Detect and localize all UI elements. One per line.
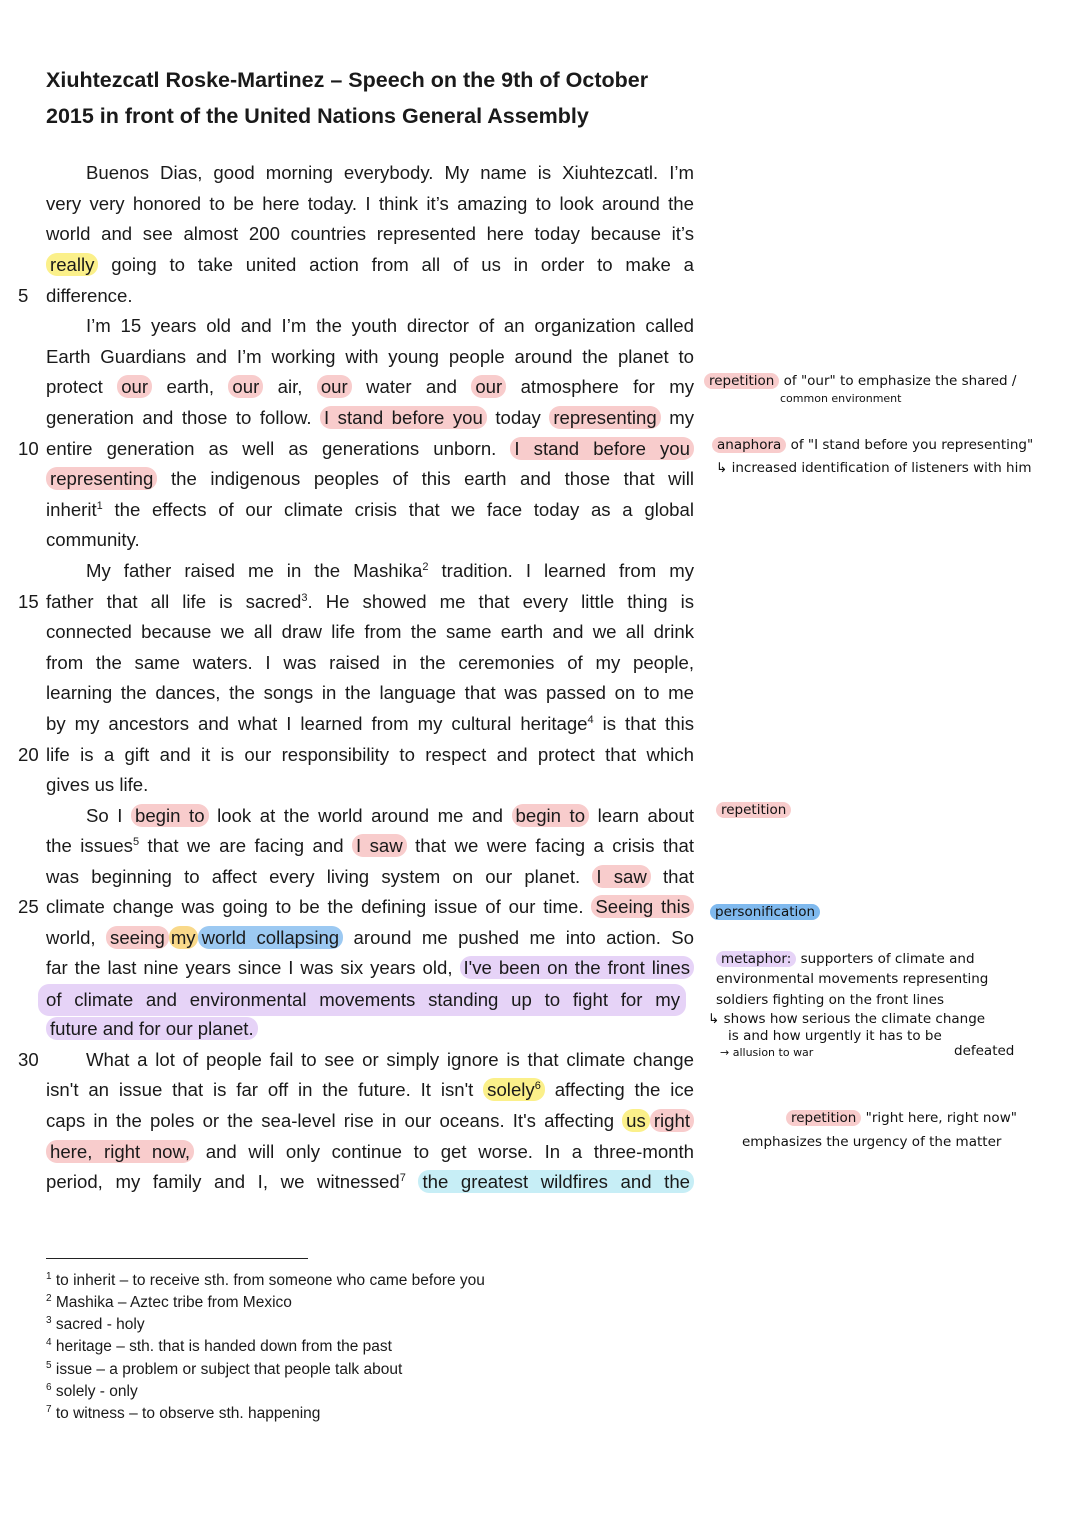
annotation-repetition-right-here: repetition "right here, right now" xyxy=(786,1109,1017,1127)
line-number-20: 20 xyxy=(18,744,39,765)
text-line: representing the indigenous peoples of this earth and those that will xyxy=(46,464,694,494)
text-line: protect our earth, our air, our water and our atmosphere for my xyxy=(46,376,694,397)
text-line xyxy=(46,984,694,1014)
text-line: the issues$^5$ that we are facing and I saw that we were facing a crisis that xyxy=(46,835,695,856)
title-line-1: Xiuhtezcatl Roske-Martinez – Speech on the 9th of October xyxy=(46,68,649,92)
highlight-us: us xyxy=(622,1109,650,1132)
text-line: here, right now, and will only continue to get worse. In a three-month xyxy=(46,1137,694,1167)
text-line: by my ancestors and what I learned from my cultural heritage$^4$ is that this xyxy=(46,713,694,734)
text-line: caps in the poles or the sea-level rise in our oceans. It's affecting us right xyxy=(46,1106,694,1136)
text-line: very very honored to be here today. I think it’s amazing to look around the xyxy=(46,193,694,214)
text-line: connected because we all draw life from the same earth and we all drink xyxy=(46,621,694,642)
text-line: My father raised me in the Mashika$^2$ tradition. I learned from my xyxy=(86,560,695,581)
annotation-sub: common environment xyxy=(780,392,902,405)
annotation-anaphora: anaphora of "I stand before you representing" xyxy=(712,436,1033,454)
text-line: learning the dances, the songs in the language that was passed on to me xyxy=(46,682,694,703)
highlight-stand-before-you: I stand before you xyxy=(320,406,487,429)
highlight-stand-before-you: I stand before you xyxy=(510,437,694,460)
highlight-here-right-now: here, right now, xyxy=(46,1140,194,1163)
text-line: period, my family and I, we witnessed$^7$ the greatest wildfires and the xyxy=(46,1167,694,1197)
annotation-sub: emphasizes the urgency of the matter xyxy=(742,1134,1002,1150)
footnote: $^2$ Mashika – Aztec tribe from Mexico xyxy=(46,1292,292,1311)
text-line: father that all life is sacred$^3$. He showed me that every little thing is xyxy=(46,591,695,612)
highlight-our: our xyxy=(471,375,506,398)
highlight-our: our xyxy=(317,375,352,398)
annotation-sub: ↳ shows how serious the climate change xyxy=(708,1011,986,1027)
annotation-sub: is and how urgently it has to be xyxy=(728,1028,942,1044)
annotation-sub: → allusion to war xyxy=(720,1046,814,1059)
highlight-our: our xyxy=(117,375,152,398)
highlight-world-collapsing: world collapsing xyxy=(198,926,344,949)
highlight-front-lines: of climate and environmental movements standing up to fight for my xyxy=(38,984,686,1016)
annotation-sub: ↳ increased identification of listeners with him xyxy=(716,460,1032,476)
annotation-metaphor: metaphor: supporters of climate and xyxy=(716,950,975,968)
text-line: climate change was going to be the defining issue of our time. Seeing this xyxy=(46,892,694,922)
text-line: world, seeing my world collapsing around me pushed me into action. So xyxy=(46,927,695,948)
text-line: inherit$^1$ the effects of our climate crisis that we face today as a global xyxy=(46,499,694,520)
footnote-divider xyxy=(46,1258,308,1259)
highlight-wildfires: the greatest wildfires and the xyxy=(418,1170,694,1193)
title-line-2: 2015 in front of the United Nations General Assembly xyxy=(46,104,589,128)
text-line: really going to take united action from all of us in order to make a xyxy=(46,250,694,280)
footnote: $^6$ solely - only xyxy=(46,1381,138,1400)
text-line xyxy=(46,1014,694,1044)
footnote: $^5$ issue – a problem or subject that people talk about xyxy=(46,1359,403,1378)
text-line: Earth Guardians and I’m working with young people around the planet to xyxy=(46,346,694,367)
text-line: isn't an issue that is far off in the future. It isn't solely$^6$ affecting the ice xyxy=(46,1079,694,1100)
text-line: entire generation as well as generations unborn. I stand before you xyxy=(46,434,694,464)
highlight-begin-to: begin to xyxy=(131,804,209,827)
text-line: What a lot of people fail to see or simply ignore is that climate change xyxy=(86,1049,694,1070)
highlight-representing: representing xyxy=(549,406,660,429)
text-line: difference. xyxy=(46,285,133,306)
text-line: Buenos Dias, good morning everybody. My name is Xiuhtezcatl. I’m xyxy=(86,162,694,183)
text-line: far the last nine years since I was six years old, I've been on the front lines xyxy=(46,953,694,983)
annotation-repetition-our: repetition of "our" to emphasize the shared / xyxy=(704,372,1016,390)
footnote: $^3$ sacred - holy xyxy=(46,1314,145,1333)
highlight-our: our xyxy=(228,375,263,398)
page-title xyxy=(46,62,726,134)
highlight-yellow: really xyxy=(46,253,98,276)
text-line: was beginning to affect every living system on our planet. I saw that xyxy=(46,866,695,887)
highlight-representing: representing xyxy=(46,467,157,490)
highlight-seeing: seeing xyxy=(106,926,169,949)
highlight-seeing-this: Seeing this xyxy=(591,895,694,918)
line-number-5: 5 xyxy=(18,285,29,306)
line-number-25: 25 xyxy=(18,896,39,917)
highlight-right: right xyxy=(650,1109,694,1132)
highlight-begin-to: begin to xyxy=(512,804,590,827)
text-line: generation and those to follow. I stand before you today representing my xyxy=(46,407,695,428)
text-line: gives us life. xyxy=(46,774,149,795)
highlight-i-saw: I saw xyxy=(592,865,650,888)
line-number-10: 10 xyxy=(18,438,39,459)
text-line: community. xyxy=(46,529,140,550)
text-line: So I begin to look at the world around me and begin to learn about xyxy=(86,805,695,826)
text-line: world and see almost 200 countries represented here today because it’s xyxy=(46,223,694,244)
highlight-front-lines: future and for our planet. xyxy=(46,1017,258,1040)
annotation-sub: defeated xyxy=(954,1043,1015,1059)
highlight-solely: solely$^6$ xyxy=(483,1078,545,1101)
annotation-sub: soldiers fighting on the front lines xyxy=(716,992,944,1008)
highlight-front-lines: I've been on the front lines xyxy=(460,956,695,979)
text-line: I’m 15 years old and I’m the youth director of an organization called xyxy=(86,315,694,336)
line-number-15: 15 xyxy=(18,591,39,612)
highlight-my: my xyxy=(170,927,196,948)
highlight-i-saw: I saw xyxy=(352,834,407,857)
text-line: life is a gift and it is our responsibility to respect and protect that which xyxy=(46,744,694,765)
line-number-30: 30 xyxy=(18,1049,39,1070)
footnote: $^7$ to witness – to observe sth. happening xyxy=(46,1403,321,1422)
footnote: $^1$ to inherit – to receive sth. from someone who came before you xyxy=(46,1270,485,1289)
footnote: $^4$ heritage – sth. that is handed down from the past xyxy=(46,1336,392,1355)
annotation-personification: personification xyxy=(710,903,820,921)
annotation-sub: environmental movements representing xyxy=(716,971,989,987)
annotation-repetition-begin: repetition xyxy=(716,801,791,819)
text-line: from the same waters. I was raised in the ceremonies of my people, xyxy=(46,652,694,673)
